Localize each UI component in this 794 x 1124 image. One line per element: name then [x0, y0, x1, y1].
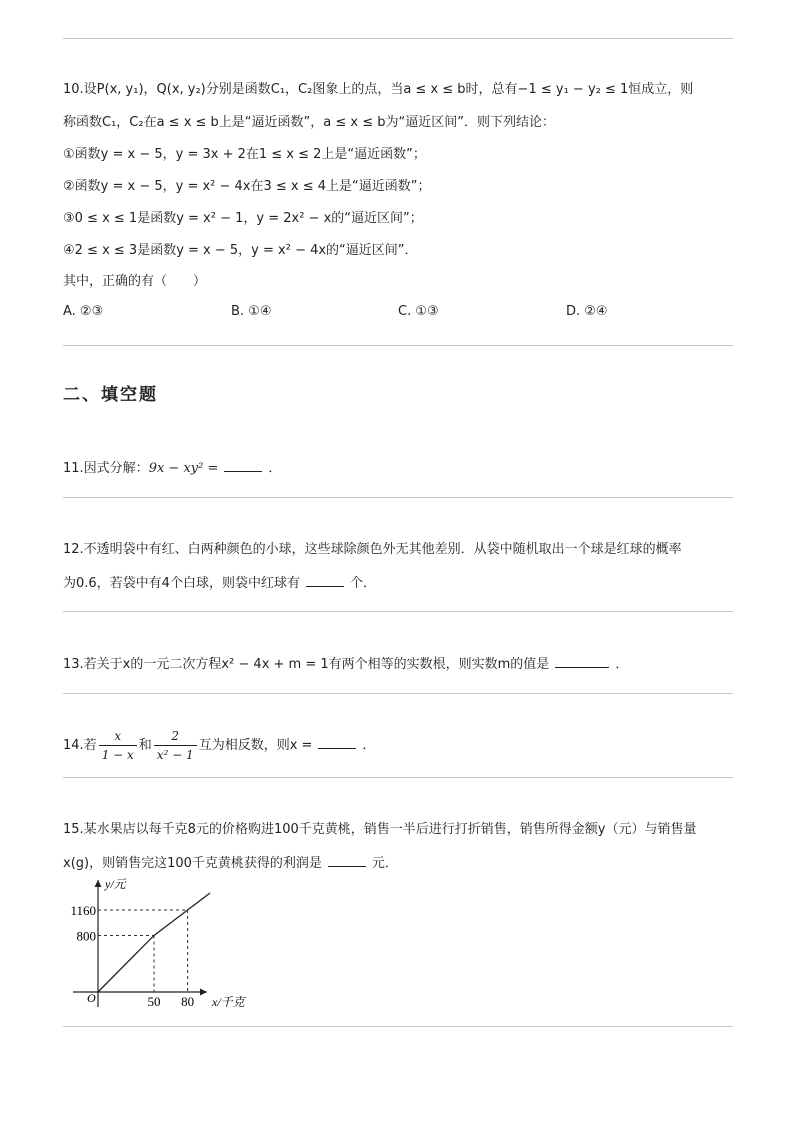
q10-item-2: ②函数y = x − 5，y = x² − 4x在3 ≤ x ≤ 4上是“逼近函数”； [63, 179, 431, 194]
separator-q11 [63, 497, 733, 498]
q15-line-2-prefix: x(g)，则销售完这100千克黄桃获得的利润是 [63, 856, 322, 871]
q13-prefix: 13.若关于x的一元二次方程x² − 4x + m = 1有两个相等的实数根，则实数m的值是 [63, 657, 550, 672]
x-axis-label: x/千克 [212, 995, 245, 1009]
q14-fraction-2-numerator: 2 [154, 727, 197, 746]
separator-top [63, 38, 733, 39]
x-tick-label-1: 80 [181, 994, 195, 1009]
q13-answer-blank[interactable] [555, 653, 609, 668]
q14-fraction-1 [99, 727, 137, 764]
origin-label: O [87, 991, 96, 1005]
chart-guides [98, 910, 188, 992]
q12-answer-blank[interactable] [306, 572, 344, 587]
q14-answer-blank[interactable] [318, 734, 356, 749]
q10-item-4: ④2 ≤ x ≤ 3是函数y = x − 5，y = x² − 4x的“逼近区间”． [63, 243, 418, 258]
separator-q10 [63, 345, 733, 346]
q12-line-2-prefix: 为0.6，若袋中有4个白球，则袋中红球有 [63, 576, 300, 591]
q13-line [63, 653, 628, 675]
q11-suffix: ． [268, 461, 282, 476]
q11-line [63, 457, 281, 479]
y-axis-label: y/元 [105, 877, 126, 891]
q10-prompt: 其中，正确的有（ ） [63, 274, 207, 289]
q10-option-b[interactable]: B. ①④ [231, 304, 272, 319]
q12-line-1: 12.不透明袋中有红、白两种颜色的小球，这些球除颜色外无其他差别．从袋中随机取出一个球是红球的概率 [63, 542, 682, 557]
q14-fraction-2 [154, 727, 197, 764]
q14-line [63, 726, 375, 766]
separator-q15 [63, 1026, 733, 1027]
q15-line-1: 15.某水果店以每千克8元的价格购进100千克黄桃，销售一半后进行打折销售，销售所得金额y（元）与销售量 [63, 822, 697, 837]
q14-fraction-1-denominator: 1 − x [101, 748, 134, 762]
q10-option-a[interactable]: A. ②③ [63, 304, 104, 319]
q12-line-2-suffix: 个． [349, 576, 376, 591]
q14-suffix: ． [362, 738, 376, 753]
separator-q13 [63, 693, 733, 694]
q10-item-3: ③0 ≤ x ≤ 1是函数y = x² − 1，y = 2x² − x的“逼近区间”； [63, 211, 423, 226]
x-tick-label-0: 50 [147, 994, 161, 1009]
q14-mid: 和 [138, 738, 152, 753]
q14-fraction-1-numerator: x [99, 727, 137, 746]
separator-q14 [63, 777, 733, 778]
q11-expression: 9x − xy² = [148, 461, 219, 476]
section-title: 二、填空题 [63, 385, 158, 405]
q11-prefix: 11.因式分解： [63, 461, 149, 476]
q15-chart [55, 872, 265, 1017]
q10-line-1: 10.设P(x, y₁)，Q(x, y₂)分别是函数C₁，C₂图象上的点，当a ≤ x ≤ b时，总有−1 ≤ y₁ − y₂ ≤ 1恒成立，则 [63, 82, 694, 97]
y-tick-label-0: 800 [76, 928, 96, 944]
q14-tail: 互为相反数，则x = [198, 738, 313, 753]
y-tick-label-1: 1160 [70, 903, 96, 918]
q10-option-c[interactable]: C. ①③ [398, 304, 439, 319]
q15-answer-blank[interactable] [328, 852, 366, 867]
q14-prefix: 14.若 [63, 738, 97, 753]
q11-answer-blank[interactable] [224, 457, 262, 472]
q15-line-2-suffix: 元． [371, 856, 398, 871]
q10-option-d[interactable]: D. ②④ [566, 304, 608, 319]
q10-item-1: ①函数y = x − 5，y = 3x + 2在1 ≤ x ≤ 2上是“逼近函数”； [63, 147, 426, 162]
q13-suffix: ． [615, 657, 629, 672]
q10-line-2: 称函数C₁，C₂在a ≤ x ≤ b上是“逼近函数”，a ≤ x ≤ b为“逼近区间”．则下列结论： [63, 115, 555, 130]
q12-line-2 [63, 572, 376, 594]
q15-line-2 [63, 852, 398, 874]
q14-fraction-2-denominator: x² − 1 [156, 748, 194, 762]
separator-q12 [63, 611, 733, 612]
